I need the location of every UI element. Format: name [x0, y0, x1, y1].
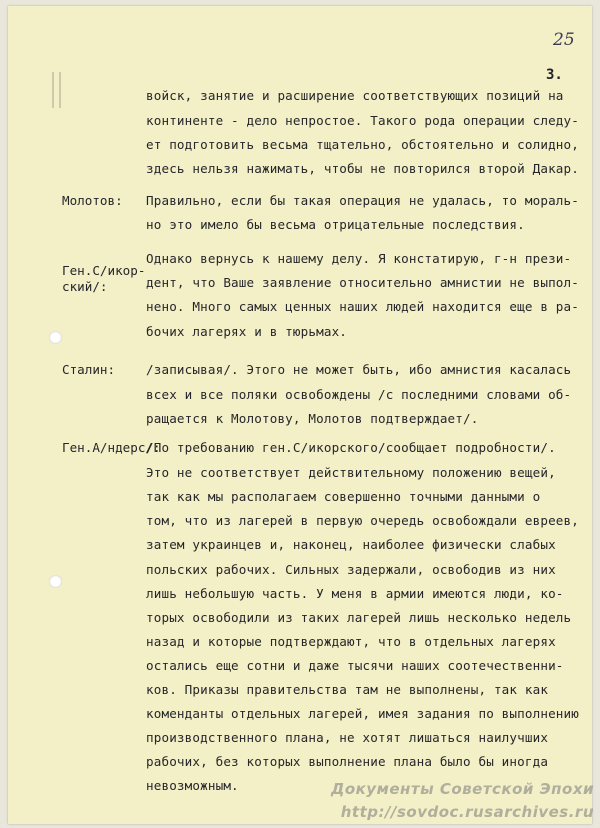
text-line: /По требованию ген.С/икорского/сообщает подробности/. [146, 440, 556, 455]
speaker-anders: Ген.А/ндерс/: [62, 440, 161, 455]
watermark-title: Документы Советской Эпохи [330, 780, 594, 798]
text-line: бочих лагерях и в тюрьмах. [146, 324, 348, 339]
text-line: Это не соответствует действительному положению вещей, [146, 465, 556, 480]
text-line: ращается к Молотову, Молотов подтверждает/. [146, 411, 479, 426]
archive-folio-number: 25 [553, 30, 575, 50]
text-line: дент, что Ваше заявление относительно амнистии не выпол- [146, 275, 579, 290]
text-line: Однако вернусь к нашему делу. Я констатирую, г-н прези- [146, 251, 572, 266]
text-line: коменданты отдельных лагерей, имея задания по выполнению [146, 706, 579, 721]
text-line: ков. Приказы правительства там не выполнены, так как [146, 682, 549, 697]
punch-hole-bottom [49, 575, 62, 588]
text-line: Правильно, если бы такая операция не удалась, то мораль- [146, 193, 579, 208]
text-line: континенте - дело непростое. Такого рода операции следу- [146, 113, 579, 128]
text-line: назад и которые подтверждают, что в отдельных лагерях [146, 634, 556, 649]
text-line: остались еще сотни и даже тысячи наших соотечественни- [146, 658, 564, 673]
text-line: польских рабочих. Сильных задержали, освободив из них [146, 562, 556, 577]
document-page [8, 6, 592, 824]
text-line: ет подготовить весьма тщательно, обстоятельно и солидно, [146, 137, 579, 152]
text-line: производственного плана, не хотят лишаться наилучших [146, 730, 549, 745]
page-number: 3. [546, 67, 563, 83]
text-line: /записывая/. Этого не может быть, ибо амнистия касалась [146, 362, 572, 377]
text-line: затем украинцев и, наконец, наиболее физически слабых [146, 537, 556, 552]
text-line: невозможным. [146, 778, 239, 793]
text-line: рабочих, без которых выполнение плана было бы иногда [146, 754, 549, 769]
text-line: лишь небольшую часть. У меня в армии имеются люди, ко- [146, 586, 564, 601]
speaker-stalin: Сталин: [62, 362, 116, 377]
speaker-molotov: Молотов: [62, 193, 123, 208]
text-line: так как мы располагаем совершенно точными данными о [146, 489, 541, 504]
text-line: нено. Много самых ценных наших людей находится еще в ра- [146, 299, 579, 314]
text-line: торых освободили из таких лагерей лишь несколько недель [146, 610, 572, 625]
watermark-url: http://sovdoc.rusarchives.ru [340, 803, 594, 821]
text-line: всех и все поляки освобождены /с последними словами об- [146, 387, 572, 402]
text-line: но это имело бы весьма отрицательные последствия. [146, 217, 525, 232]
text-line: том, что из лагерей в первую очередь освобождали евреев, [146, 513, 579, 528]
speaker-sikorski: Ген.С/икор- ский/: [62, 263, 146, 294]
margin-mark [52, 72, 61, 108]
punch-hole-top [49, 331, 62, 344]
text-line: войск, занятие и расширение соответствующих позиций на [146, 88, 564, 103]
text-line: здесь нельзя нажимать, чтобы не повторился второй Дакар. [146, 161, 579, 176]
